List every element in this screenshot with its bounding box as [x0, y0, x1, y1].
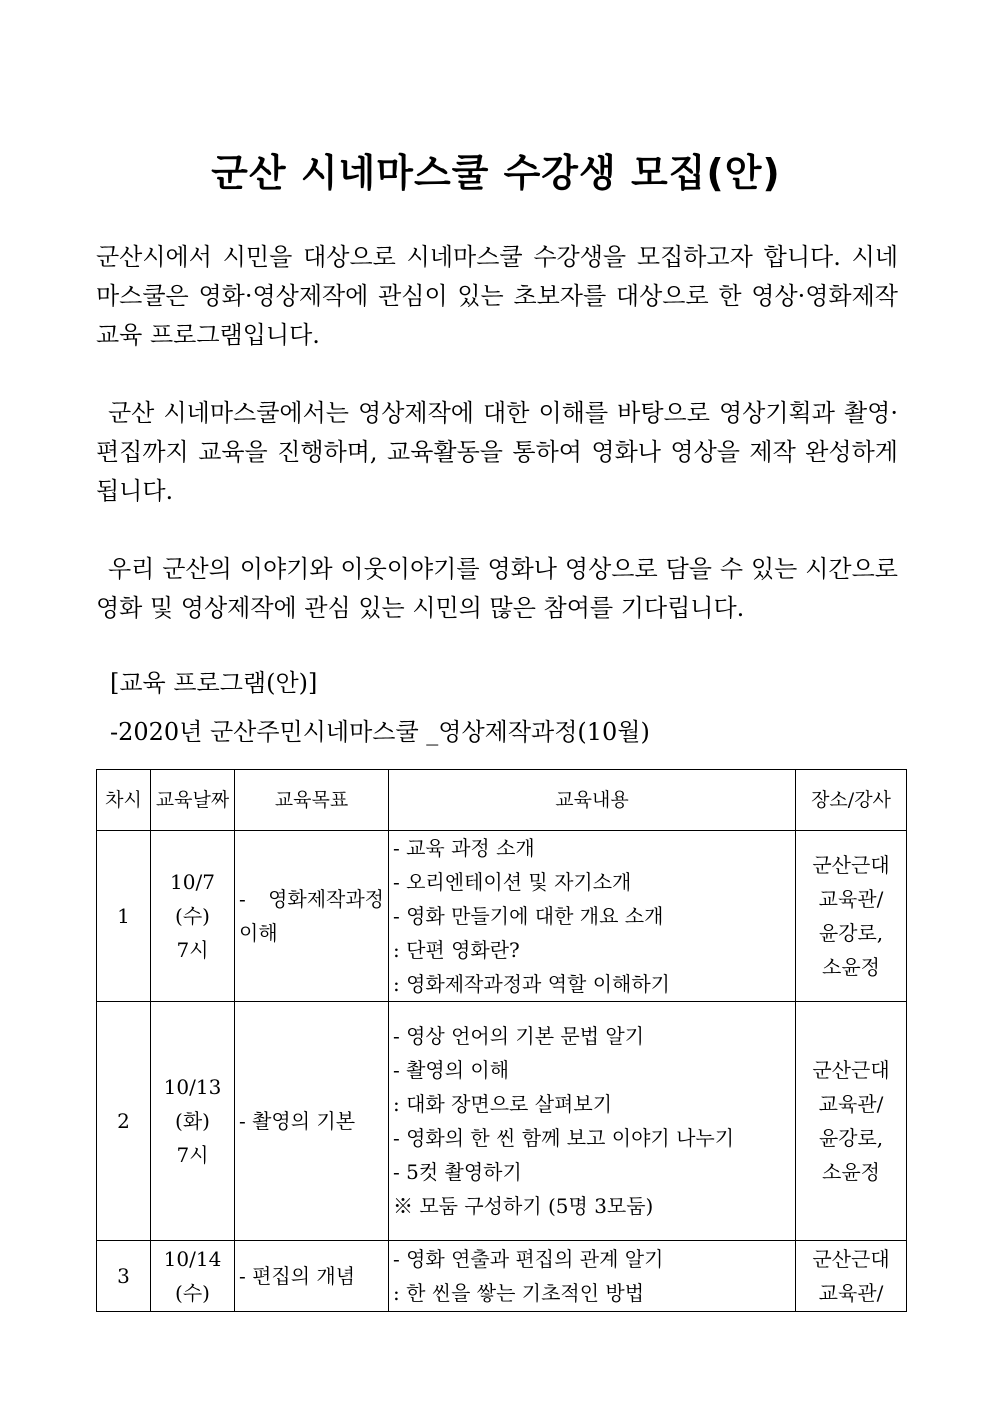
- session-place: 군산근대 교육관/: [796, 1241, 907, 1312]
- header-place: 장소/강사: [796, 770, 907, 831]
- header-goal: 교육목표: [235, 770, 389, 831]
- table-row: [97, 1241, 907, 1312]
- invitation-paragraph: 우리 군산의 이야기와 이웃이야기를 영화나 영상으로 담을 수 있는 시간으로 영화 및 영상제작에 관심 있는 시민의 많은 참여를 기다립니다.: [96, 555, 898, 622]
- session-place: 군산근대 교육관/ 윤강로, 소윤정: [796, 1002, 907, 1241]
- program-description-paragraph: 군산 시네마스쿨에서는 영상제작에 대한 이해를 바탕으로 영상기획과 촬영·편집까지 교육을 진행하며, 교육활동을 통하여 영화나 영상을 제작 완성하게 됩니다.: [96, 399, 898, 505]
- page-title: 군산 시네마스쿨 수강생 모집(안): [211, 151, 781, 195]
- header-date: 교육날짜: [151, 770, 235, 831]
- session-number: 3: [97, 1241, 151, 1312]
- session-number: 1: [97, 831, 151, 1002]
- session-goal: - 편집의 개념: [235, 1241, 389, 1312]
- session-content: - 영상 언어의 기본 문법 알기 - 촬영의 이해 : 대화 장면으로 살펴보기 - 영화의 한 씬 함께 보고 이야기 나누기 - 5컷 촬영하기 ※ 모둠 구성하기 (5명 3모둠): [389, 1002, 796, 1241]
- program-subheading: -2020년 군산주민시네마스쿨 _영상제작과정(10월): [110, 718, 650, 746]
- header-content: 교육내용: [389, 770, 796, 831]
- session-date: 10/7 (수) 7시: [151, 831, 235, 1002]
- header-no: 차시: [97, 770, 151, 831]
- program-table: [96, 769, 907, 1312]
- session-date: 10/13 (화) 7시: [151, 1002, 235, 1241]
- session-content: - 교육 과정 소개 - 오리엔테이션 및 자기소개 - 영화 만들기에 대한 개요 소개 : 단편 영화란? : 영화제작과정과 역할 이해하기: [389, 831, 796, 1002]
- session-number: 2: [97, 1002, 151, 1241]
- session-goal: - 촬영의 기본: [235, 1002, 389, 1241]
- session-goal: - 영화제작과정 이해: [235, 831, 389, 1002]
- program-heading: [교육 프로그램(안)]: [110, 669, 318, 697]
- session-content: - 영화 연출과 편집의 관계 알기 : 한 씬을 쌓는 기초적인 방법: [389, 1241, 796, 1312]
- table-row: [97, 831, 907, 1002]
- table-row: [97, 1002, 907, 1241]
- session-place: 군산근대 교육관/ 윤강로, 소윤정: [796, 831, 907, 1002]
- table-header-row: [97, 770, 907, 831]
- intro-paragraph: 군산시에서 시민을 대상으로 시네마스쿨 수강생을 모집하고자 합니다. 시네마스쿨은 영화·영상제작에 관심이 있는 초보자를 대상으로 한 영상·영화제작 교육 프로그램입니다.: [96, 243, 898, 349]
- session-date: 10/14 (수): [151, 1241, 235, 1312]
